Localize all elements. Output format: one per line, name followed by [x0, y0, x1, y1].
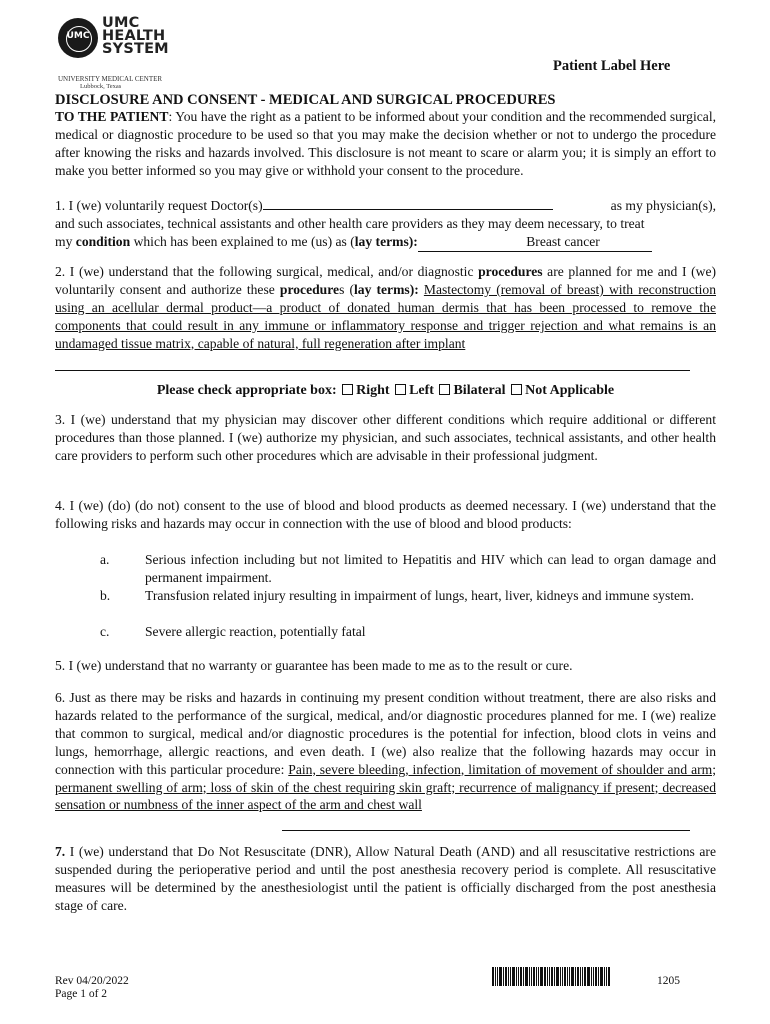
checkbox-left[interactable] — [395, 384, 406, 395]
side-selection: Please check appropriate box: Right Left Bilateral Not Applicable — [156, 383, 615, 398]
logo-subtitle: UNIVERSITY MEDICAL CENTER — [58, 75, 163, 83]
barcode — [492, 967, 640, 986]
hazards-field[interactable]: Pain, severe bleeding, infection, limitation of movement of shoulder and arm; permanent swelling of arm; loss of skin of the chest requiring skin graft; recurrence of malignancy if present; decreased sensation or numbness of the inner aspect of the arm and chest wall — [55, 761, 716, 813]
hazards-field-line — [282, 830, 690, 831]
logo-letters: UMC — [66, 31, 90, 41]
intro-paragraph: TO THE PATIENT: You have the right as a patient to be informed about your condition and the recommended surgical, medical or diagnostic procedure to be used so that you may make the decision whether or not to undergo the procedure after knowing the risks and hazards involved. This disclosure is not meant to scare or alarm you; it is simply an effort to make you better informed so you may give or withhold your consent to the procedure. — [55, 109, 716, 178]
patient-label-placeholder: Patient Label Here — [553, 58, 671, 74]
checkbox-right[interactable] — [342, 384, 353, 395]
logo-wordmark: UMC HEALTH SYSTEM — [102, 15, 169, 57]
checkbox-bilateral[interactable] — [439, 384, 450, 395]
checkbox-not-applicable[interactable] — [511, 384, 522, 395]
logo-location: Lubbock, Texas — [80, 83, 122, 90]
page-title: DISCLOSURE AND CONSENT - MEDICAL AND SURGICAL PROCEDURES — [55, 92, 556, 108]
form-code: 1205 — [657, 975, 680, 987]
footer-revision: Rev 04/20/2022 Page 1 of 2 — [55, 975, 129, 1000]
item-3: 3. I (we) understand that my physician may discover other different conditions which require additional or different procedures than those planned. I (we) authorize my physician, and such associates, technical assistants, and other health care providers to perform such other procedures which are advisable in their professional judgment. — [55, 412, 716, 463]
blank-line — [55, 370, 690, 371]
item-4: 4. I (we) (do) (do not) consent to the use of blood and blood products as deemed necessary. I (we) understand that the following risks and hazards may occur in connection with the use of blood and blood products: — [55, 498, 716, 531]
item-2: 2. I (we) understand that the following surgical, medical, and/or diagnostic procedures are planned for me and I (we) voluntarily consent and authorize these procedures (lay terms): Mastectomy (removal of breast) with reconstruction using an acellular dermal product—a product of donated human dermis that has been processed to remove the components that could result in any immune or inflammatory response and trigger rejection and what remains is an undamaged tissue matrix, capable of natural, full regeneration after implant — [55, 264, 717, 351]
item-7: 7. I (we) understand that Do Not Resuscitate (DNR), Allow Natural Death (AND) and all resuscitative restrictions are suspended during the perioperative period and until the post anesthesia recovery period is complete. All resuscitative measures will be determined by the anesthesiologist until the patient is officially discharged from the post anesthesia stage of care. — [55, 844, 716, 913]
procedure-field[interactable]: Mastectomy (removal of breast) with reconstruction using an acellular dermal product—a product of donated human dermis that has been processed to remove the components that could result in any immune or inflammatory response and trigger rejection and what remains is an undamaged tissue matrix, capable of natural, full regeneration after implant — [55, 281, 716, 351]
item-5: 5. I (we) understand that no warranty or guarantee has been made to me as to the result or cure. — [55, 658, 573, 673]
item-6: 6. Just as there may be risks and hazards in continuing my present condition without treatment, there are also risks and hazards related to the performance of the surgical, medical, and/or diagnostic procedures planned for me. I (we) realize that common to surgical, medical and/or diagnostic procedures is the potential for infection, blood clots in veins and lungs, hemorrhage, allergic reactions, and even death. I (we) also realize that the following hazards may occur in connection with this particular procedure: Pain, severe bleeding, infection, limitation of movement of shoulder and arm; permanent swelling of arm; loss of skin of the chest requiring skin graft; recurrence of malignancy if present; decreased sensation or numbness of the inner aspect of the arm and chest wall — [55, 690, 716, 813]
condition-field[interactable]: Breast cancer — [418, 233, 652, 252]
item-1: 1. I (we) voluntarily request Doctor(s) as my physician(s), and such associates, technical assistants and other health care providers as they may deem necessary, to treat my condition which has been explained to me (us) as (lay terms): Breast cancer — [55, 197, 716, 252]
doctor-name-field[interactable] — [263, 209, 553, 210]
